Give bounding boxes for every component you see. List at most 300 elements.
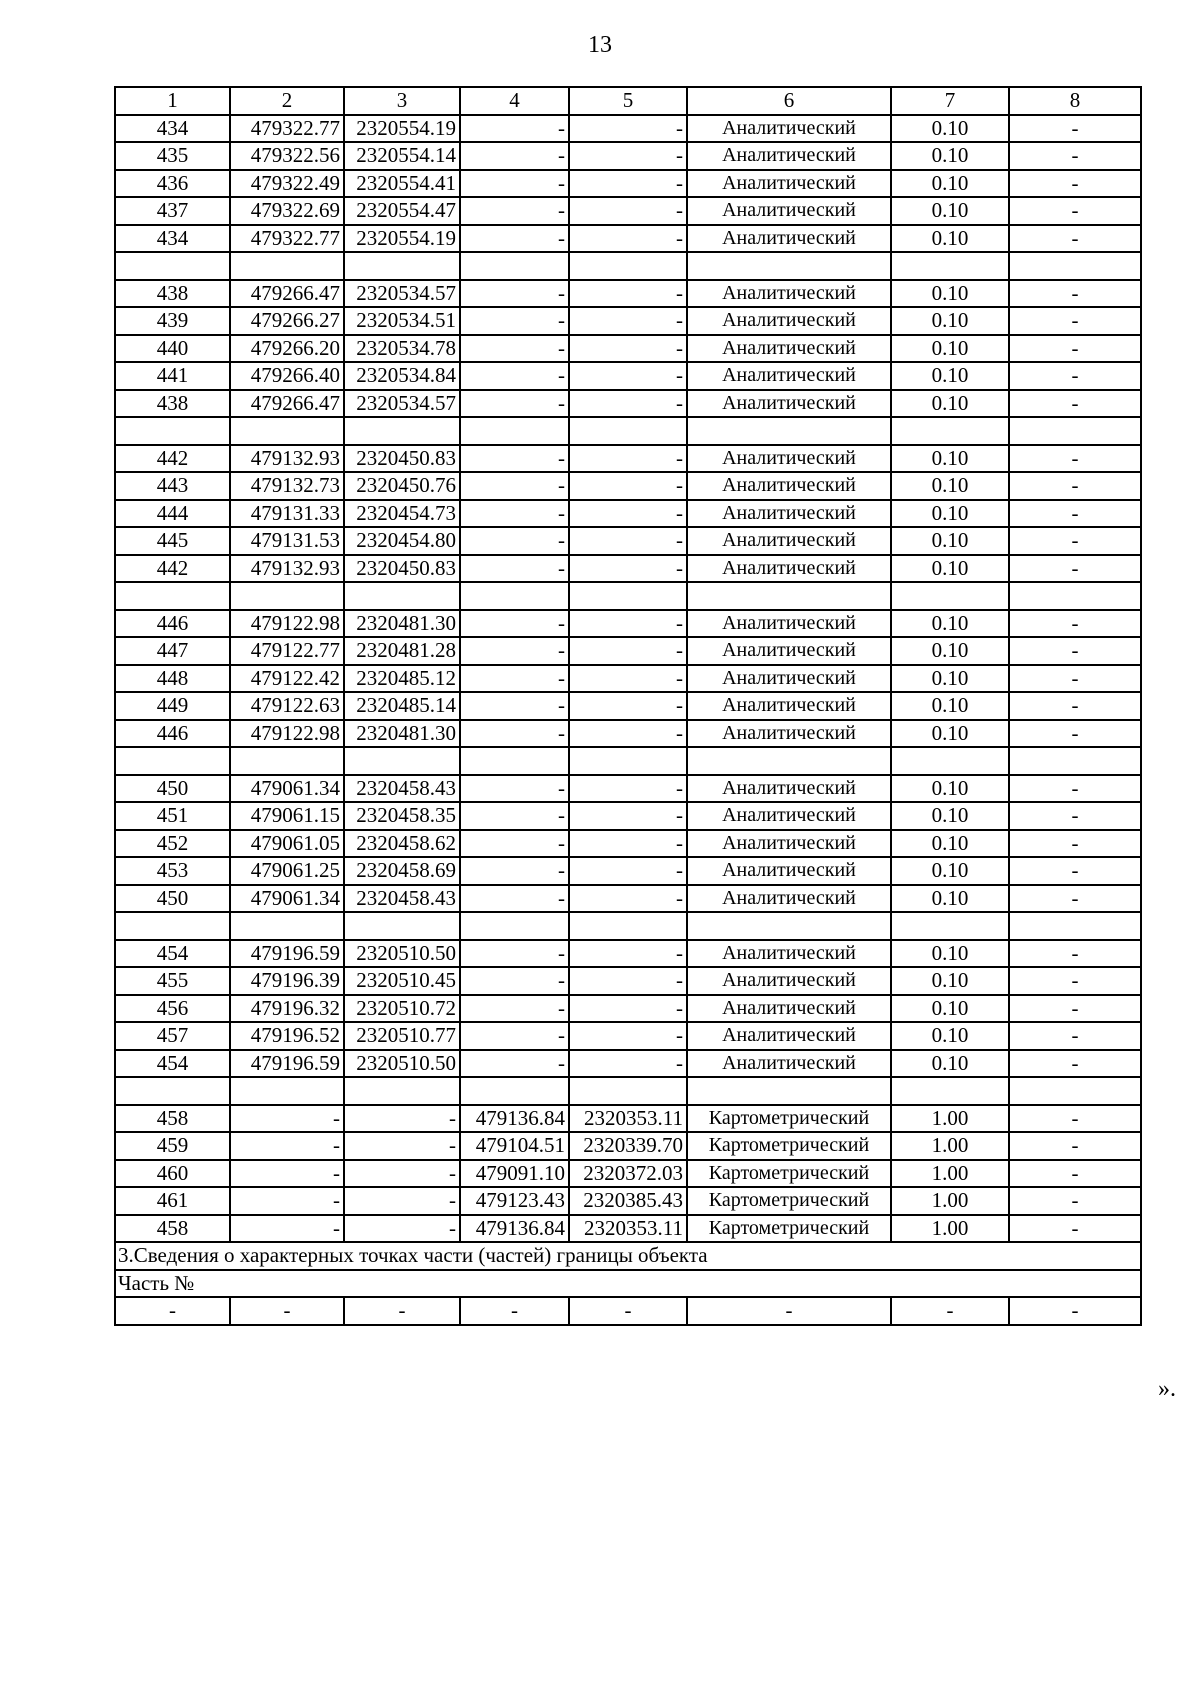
table-cell: 479061.05 <box>230 830 344 858</box>
table-cell: - <box>230 1105 344 1133</box>
table-cell: 479136.84 <box>460 1105 569 1133</box>
table-cell: 0.10 <box>891 445 1009 473</box>
table-row <box>115 967 1141 995</box>
table-cell: - <box>460 775 569 803</box>
table-cell: 2320450.83 <box>344 445 460 473</box>
table-cell: Аналитический <box>687 665 891 693</box>
table-cell: 479132.73 <box>230 472 344 500</box>
table-cell <box>460 417 569 445</box>
table-cell: Картометрический <box>687 1215 891 1243</box>
table-cell: 479196.52 <box>230 1022 344 1050</box>
table-cell: - <box>344 1132 460 1160</box>
table-cell: 451 <box>115 802 230 830</box>
table-cell <box>1009 252 1141 280</box>
table-cell: 2320534.51 <box>344 307 460 335</box>
table-cell: 0.10 <box>891 115 1009 143</box>
separator-row <box>115 417 1141 445</box>
table-cell: 479266.27 <box>230 307 344 335</box>
table-cell <box>115 582 230 610</box>
table-cell: - <box>460 995 569 1023</box>
table-cell: Аналитический <box>687 995 891 1023</box>
table-cell: Аналитический <box>687 1050 891 1078</box>
table-cell <box>344 747 460 775</box>
table-row <box>115 500 1141 528</box>
table-cell: 0.10 <box>891 1050 1009 1078</box>
table-cell: 458 <box>115 1105 230 1133</box>
table-cell: 479091.10 <box>460 1160 569 1188</box>
table-cell: - <box>1009 225 1141 253</box>
table-cell: 0.10 <box>891 555 1009 583</box>
table-cell <box>569 417 687 445</box>
table-cell: 450 <box>115 885 230 913</box>
table-cell: 0.10 <box>891 197 1009 225</box>
table-cell: - <box>569 665 687 693</box>
table-cell: 2320554.41 <box>344 170 460 198</box>
table-cell: 2320554.47 <box>344 197 460 225</box>
table-cell: 447 <box>115 637 230 665</box>
table-cell: 0.10 <box>891 1022 1009 1050</box>
table-cell: - <box>1009 857 1141 885</box>
table-cell: Аналитический <box>687 115 891 143</box>
table-cell: - <box>1009 170 1141 198</box>
table-cell: - <box>1009 1160 1141 1188</box>
table-cell: - <box>569 802 687 830</box>
table-cell: 440 <box>115 335 230 363</box>
section-title-row <box>115 1242 1141 1270</box>
table-row <box>115 527 1141 555</box>
table-cell: 0.10 <box>891 170 1009 198</box>
table-cell: 0.10 <box>891 142 1009 170</box>
table-cell: 442 <box>115 445 230 473</box>
table-cell: - <box>569 390 687 418</box>
table-cell <box>344 1077 460 1105</box>
table-cell <box>115 252 230 280</box>
table-cell: - <box>569 720 687 748</box>
table-row <box>115 830 1141 858</box>
table-cell: 438 <box>115 390 230 418</box>
table-cell: 2320481.28 <box>344 637 460 665</box>
table-cell: - <box>344 1215 460 1243</box>
table-cell: 0.10 <box>891 527 1009 555</box>
table-cell <box>569 252 687 280</box>
table-cell: 479061.25 <box>230 857 344 885</box>
table-cell: - <box>230 1215 344 1243</box>
table-cell: 446 <box>115 720 230 748</box>
table-cell: 1.00 <box>891 1215 1009 1243</box>
table-row <box>115 115 1141 143</box>
table-cell: 448 <box>115 665 230 693</box>
table-cell: 0.10 <box>891 390 1009 418</box>
table-cell <box>460 747 569 775</box>
table-cell: - <box>1009 527 1141 555</box>
table-cell: 1.00 <box>891 1187 1009 1215</box>
table-cell: Аналитический <box>687 555 891 583</box>
table-cell: 2320485.14 <box>344 692 460 720</box>
table-cell: 0.10 <box>891 500 1009 528</box>
table-cell: 479122.42 <box>230 665 344 693</box>
table-cell: 479196.39 <box>230 967 344 995</box>
table-cell: - <box>1009 1187 1141 1215</box>
table-cell: 0.10 <box>891 995 1009 1023</box>
part-label: Часть № <box>115 1270 1141 1298</box>
table-cell: 2320510.72 <box>344 995 460 1023</box>
table-cell: - <box>460 307 569 335</box>
table-cell: 2320481.30 <box>344 610 460 638</box>
table-cell: 445 <box>115 527 230 555</box>
table-cell: - <box>569 692 687 720</box>
table-cell: 0.10 <box>891 472 1009 500</box>
table-cell: - <box>569 362 687 390</box>
table-row <box>115 1187 1141 1215</box>
header-cell-2: 2 <box>230 87 344 115</box>
table-cell: 479104.51 <box>460 1132 569 1160</box>
table-cell: 2320510.45 <box>344 967 460 995</box>
table-cell: - <box>569 995 687 1023</box>
table-cell: 2320450.76 <box>344 472 460 500</box>
table-cell: 1.00 <box>891 1160 1009 1188</box>
table-cell: Аналитический <box>687 527 891 555</box>
table-cell: 479196.59 <box>230 1050 344 1078</box>
table-cell: - <box>569 472 687 500</box>
header-cell-6: 6 <box>687 87 891 115</box>
table-cell: - <box>460 692 569 720</box>
header-cell-5: 5 <box>569 87 687 115</box>
table-cell: Аналитический <box>687 830 891 858</box>
table-cell <box>1009 747 1141 775</box>
table-cell: 2320481.30 <box>344 720 460 748</box>
table-cell: - <box>460 665 569 693</box>
table-row <box>115 142 1141 170</box>
table-cell: 479131.33 <box>230 500 344 528</box>
table-cell: - <box>569 197 687 225</box>
table-cell: 479322.69 <box>230 197 344 225</box>
table-cell: 435 <box>115 142 230 170</box>
table-row <box>115 1050 1141 1078</box>
table-cell: Аналитический <box>687 307 891 335</box>
table-cell: - <box>460 472 569 500</box>
table-row <box>115 692 1141 720</box>
table-cell: 479266.47 <box>230 390 344 418</box>
table-cell <box>460 252 569 280</box>
table-cell: - <box>1009 472 1141 500</box>
table-cell: - <box>1009 1105 1141 1133</box>
table-cell: - <box>1009 1132 1141 1160</box>
table-cell <box>115 912 230 940</box>
table-row <box>115 995 1141 1023</box>
table-cell: Аналитический <box>687 720 891 748</box>
final-cell: - <box>891 1297 1009 1325</box>
table-cell <box>344 417 460 445</box>
table-cell <box>115 747 230 775</box>
table-cell: - <box>569 775 687 803</box>
table-cell: Аналитический <box>687 197 891 225</box>
table-cell: - <box>569 335 687 363</box>
table-row <box>115 362 1141 390</box>
table-cell: - <box>230 1160 344 1188</box>
table-cell: - <box>460 142 569 170</box>
table-cell: - <box>1009 830 1141 858</box>
table-cell: - <box>569 1050 687 1078</box>
table-cell: 2320458.35 <box>344 802 460 830</box>
table-cell: Аналитический <box>687 390 891 418</box>
table-cell: 0.10 <box>891 940 1009 968</box>
table-cell: 434 <box>115 115 230 143</box>
table-cell: - <box>460 610 569 638</box>
table-cell: 0.10 <box>891 335 1009 363</box>
table-cell: 436 <box>115 170 230 198</box>
table-cell: - <box>1009 940 1141 968</box>
table-cell: - <box>569 637 687 665</box>
table-cell: - <box>569 280 687 308</box>
table-cell: - <box>1009 307 1141 335</box>
table-cell <box>460 912 569 940</box>
table-cell: Аналитический <box>687 335 891 363</box>
table-cell: 0.10 <box>891 280 1009 308</box>
table-cell <box>687 912 891 940</box>
table-cell: Картометрический <box>687 1160 891 1188</box>
table-cell: 446 <box>115 610 230 638</box>
table-cell: 461 <box>115 1187 230 1215</box>
final-cell: - <box>1009 1297 1141 1325</box>
table-cell: 0.10 <box>891 665 1009 693</box>
table-cell <box>569 1077 687 1105</box>
table-cell: Аналитический <box>687 280 891 308</box>
table-row <box>115 1132 1141 1160</box>
table-cell: 479322.56 <box>230 142 344 170</box>
table-cell <box>891 582 1009 610</box>
table-cell: 0.10 <box>891 637 1009 665</box>
table-cell: Картометрический <box>687 1187 891 1215</box>
table-cell: 439 <box>115 307 230 335</box>
table-cell <box>344 582 460 610</box>
final-cell: - <box>344 1297 460 1325</box>
table-cell: - <box>569 940 687 968</box>
table-cell: 454 <box>115 940 230 968</box>
table-cell <box>115 1077 230 1105</box>
table-cell: 2320458.43 <box>344 775 460 803</box>
table-row <box>115 1022 1141 1050</box>
table-cell: 2320353.11 <box>569 1215 687 1243</box>
table-cell: 479122.98 <box>230 720 344 748</box>
table-cell <box>344 912 460 940</box>
separator-row <box>115 252 1141 280</box>
table-cell: Аналитический <box>687 610 891 638</box>
table-cell: 452 <box>115 830 230 858</box>
table-row <box>115 445 1141 473</box>
table-cell: 0.10 <box>891 610 1009 638</box>
table-cell: 0.10 <box>891 692 1009 720</box>
table-cell: Аналитический <box>687 637 891 665</box>
table-cell: 2320510.77 <box>344 1022 460 1050</box>
table-cell: - <box>460 967 569 995</box>
table-cell: 2320458.62 <box>344 830 460 858</box>
header-cell-1: 1 <box>115 87 230 115</box>
table-cell: Аналитический <box>687 472 891 500</box>
table-cell <box>891 252 1009 280</box>
table-cell: - <box>1009 967 1141 995</box>
table-cell: - <box>460 885 569 913</box>
table-cell: 450 <box>115 775 230 803</box>
table-cell: - <box>460 170 569 198</box>
table-cell: 479123.43 <box>460 1187 569 1215</box>
separator-row <box>115 747 1141 775</box>
table-cell: 479132.93 <box>230 445 344 473</box>
table-cell: - <box>1009 802 1141 830</box>
table-cell: - <box>460 1050 569 1078</box>
table-cell: 479266.20 <box>230 335 344 363</box>
table-cell <box>687 417 891 445</box>
table-cell: - <box>460 830 569 858</box>
table-cell: 2320510.50 <box>344 1050 460 1078</box>
table-cell: - <box>569 170 687 198</box>
table-cell: 0.10 <box>891 775 1009 803</box>
table-cell: 0.10 <box>891 857 1009 885</box>
table-cell: - <box>460 1022 569 1050</box>
final-cell: - <box>569 1297 687 1325</box>
table-cell: Аналитический <box>687 362 891 390</box>
separator-row <box>115 582 1141 610</box>
table-cell: Картометрический <box>687 1105 891 1133</box>
table-row <box>115 280 1141 308</box>
header-cell-7: 7 <box>891 87 1009 115</box>
table-cell: Аналитический <box>687 775 891 803</box>
table-cell: - <box>460 720 569 748</box>
table-cell: 2320554.19 <box>344 115 460 143</box>
table-cell: 0.10 <box>891 307 1009 335</box>
table-cell: 2320534.57 <box>344 390 460 418</box>
table-cell: - <box>1009 775 1141 803</box>
table-cell <box>891 417 1009 445</box>
table-cell: 1.00 <box>891 1132 1009 1160</box>
table-cell: 441 <box>115 362 230 390</box>
table-cell: Аналитический <box>687 802 891 830</box>
table-cell: Аналитический <box>687 857 891 885</box>
table-cell <box>344 252 460 280</box>
final-row <box>115 1297 1141 1325</box>
table-cell <box>687 252 891 280</box>
table-row <box>115 885 1141 913</box>
table-footer <box>115 1242 1141 1325</box>
table-cell: - <box>569 445 687 473</box>
table-cell: - <box>569 307 687 335</box>
table-cell: - <box>1009 610 1141 638</box>
table-cell: Аналитический <box>687 142 891 170</box>
table-cell: 2320339.70 <box>569 1132 687 1160</box>
table-cell: Аналитический <box>687 692 891 720</box>
table-cell: 2320510.50 <box>344 940 460 968</box>
table-cell: - <box>569 225 687 253</box>
table-row <box>115 225 1141 253</box>
table-cell: - <box>569 115 687 143</box>
closing-mark: ». <box>1158 1376 1176 1402</box>
table-cell: 438 <box>115 280 230 308</box>
table-row <box>115 940 1141 968</box>
table-cell: - <box>569 555 687 583</box>
table-cell: - <box>569 1022 687 1050</box>
separator-row <box>115 1077 1141 1105</box>
table-cell: 479122.98 <box>230 610 344 638</box>
table-cell <box>891 747 1009 775</box>
table-cell: 479061.34 <box>230 775 344 803</box>
table-cell: Аналитический <box>687 940 891 968</box>
table-cell: - <box>1009 1050 1141 1078</box>
table-row <box>115 665 1141 693</box>
table-cell <box>115 417 230 445</box>
table-cell: 2320554.14 <box>344 142 460 170</box>
table-cell: 449 <box>115 692 230 720</box>
table-row <box>115 610 1141 638</box>
table-cell: - <box>1009 115 1141 143</box>
table-cell: - <box>569 500 687 528</box>
table-cell: 1.00 <box>891 1105 1009 1133</box>
table-cell: 2320454.80 <box>344 527 460 555</box>
table-cell: 2320458.69 <box>344 857 460 885</box>
table-row <box>115 1215 1141 1243</box>
table-cell: 0.10 <box>891 802 1009 830</box>
table-cell: - <box>1009 390 1141 418</box>
table-row <box>115 1160 1141 1188</box>
table-cell: - <box>569 610 687 638</box>
table-cell: - <box>460 115 569 143</box>
table-row <box>115 170 1141 198</box>
table-cell: 479061.15 <box>230 802 344 830</box>
table-cell: 479122.77 <box>230 637 344 665</box>
table-cell: 479122.63 <box>230 692 344 720</box>
table-cell: 442 <box>115 555 230 583</box>
table-cell: - <box>569 885 687 913</box>
table-body <box>115 87 1141 1242</box>
table-cell: - <box>460 335 569 363</box>
table-cell: 479196.59 <box>230 940 344 968</box>
table-cell: 456 <box>115 995 230 1023</box>
table-row <box>115 307 1141 335</box>
table-cell: - <box>460 637 569 665</box>
table-cell: - <box>460 802 569 830</box>
table-cell: 443 <box>115 472 230 500</box>
table-row <box>115 857 1141 885</box>
table-cell: 2320534.57 <box>344 280 460 308</box>
table-cell: - <box>1009 362 1141 390</box>
table-cell: 0.10 <box>891 885 1009 913</box>
table-cell: 0.10 <box>891 830 1009 858</box>
table-cell: - <box>460 500 569 528</box>
table-cell: - <box>460 445 569 473</box>
table-cell: - <box>1009 280 1141 308</box>
table-cell: - <box>1009 197 1141 225</box>
table-cell: 455 <box>115 967 230 995</box>
table-cell: - <box>460 527 569 555</box>
table-cell <box>891 1077 1009 1105</box>
table-row <box>115 197 1141 225</box>
table-cell: 2320372.03 <box>569 1160 687 1188</box>
table-cell: - <box>1009 142 1141 170</box>
table-cell: 479131.53 <box>230 527 344 555</box>
table-cell: 459 <box>115 1132 230 1160</box>
final-cell: - <box>687 1297 891 1325</box>
header-cell-8: 8 <box>1009 87 1141 115</box>
table-cell <box>1009 1077 1141 1105</box>
final-cell: - <box>230 1297 344 1325</box>
table-cell: 479266.40 <box>230 362 344 390</box>
table-cell: Аналитический <box>687 1022 891 1050</box>
table-cell: - <box>569 527 687 555</box>
table-cell: 479196.32 <box>230 995 344 1023</box>
table-cell: - <box>1009 995 1141 1023</box>
table-cell: 479132.93 <box>230 555 344 583</box>
table-cell: 0.10 <box>891 967 1009 995</box>
table-cell: 479322.49 <box>230 170 344 198</box>
page-number: 13 <box>588 32 612 58</box>
